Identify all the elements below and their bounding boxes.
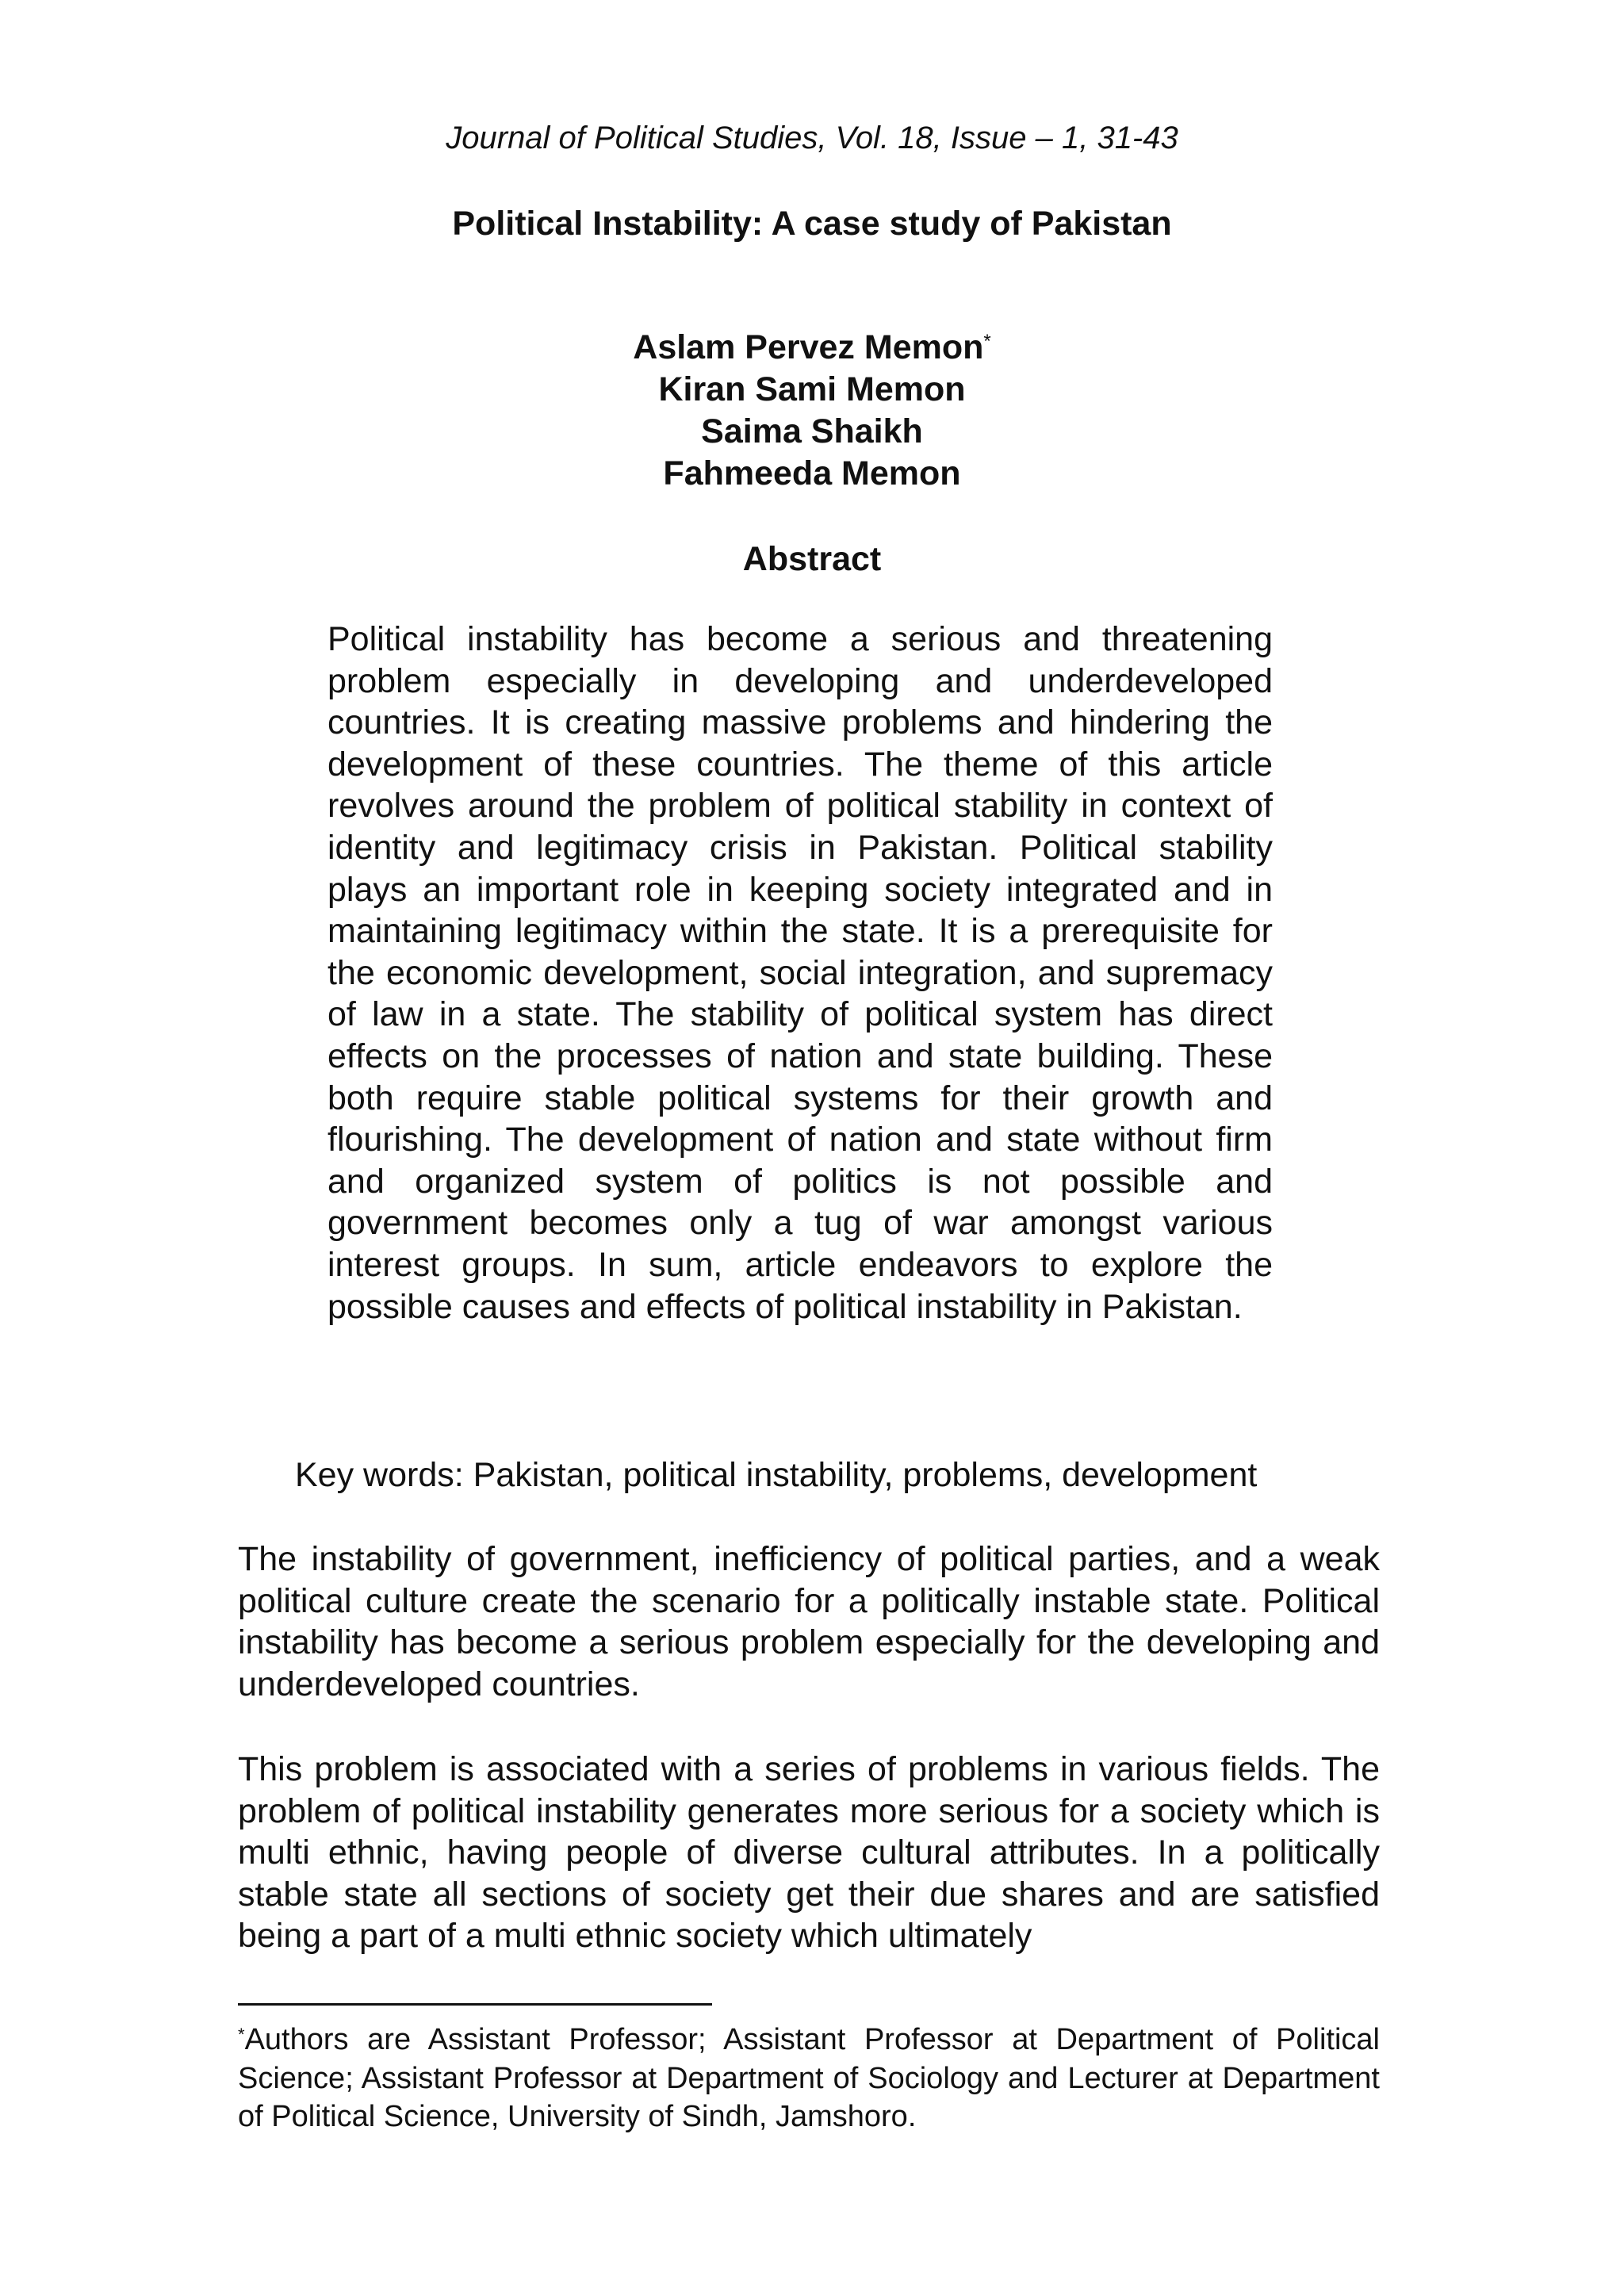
keywords-line: Key words: Pakistan, political instability, problems, development	[295, 1456, 1258, 1494]
footnote-text: Authors are Assistant Professor; Assistant Professor at Department of Political Science; Assistant Professor at Department of Sociology and Lecturer at Department of Political Science, University of Sindh, Jamshoro.	[238, 2023, 1380, 2133]
body-paragraph: This problem is associated with a series of problems in various fields. The problem of political instability generates more serious for a society which is multi ethnic, having people of diverse cultural attributes. In a politically stable state all sections of society get their due shares and are satisfied being a part of a multi ethnic society which ultimately	[238, 1750, 1380, 1956]
footnote-marker: *	[238, 2025, 245, 2044]
abstract-text: Political instability has become a serious and threatening problem especially in developing and underdeveloped countries. It is creating massive problems and hindering the development of these countries. The theme of this article revolves around the problem of political stability in context of identity and legitimacy crisis in Pakistan. Political stability plays an important role in keeping society integrated and in maintaining legitimacy within the state. It is a prerequisite for the economic development, social integration, and supremacy of law in a state. The stability of political system has direct effects on the processes of nation and state building. These both require stable political systems for their growth and flourishing. The development of nation and state without firm and organized system of politics is not possible and government becomes only a tug of war amongst various interest groups. In sum, article endeavors to explore the possible causes and effects of political instability in Pakistan.	[327, 620, 1273, 1326]
abstract-heading: Abstract	[742, 540, 882, 578]
author-name: Aslam Pervez Memon*	[633, 328, 991, 366]
journal-citation-header: Journal of Political Studies, Vol. 18, Issue – 1, 31-43	[446, 121, 1178, 155]
author-footnote-marker: *	[983, 331, 991, 352]
body-paragraph: The instability of government, inefficiency of political parties, and a weak political culture create the scenario for a politically instable state. Political instability has become a serious problem especially for the developing and underdeveloped countries.	[238, 1540, 1380, 1703]
author-name: Kiran Sami Memon	[658, 370, 966, 408]
author-name: Saima Shaikh	[701, 412, 923, 450]
footnote-divider	[238, 2003, 712, 2006]
author-list	[0, 327, 1624, 495]
footnote	[238, 2021, 1380, 2136]
author-name: Fahmeeda Memon	[663, 454, 961, 492]
article-title: Political Instability: A case study of Pakistan	[452, 205, 1172, 243]
